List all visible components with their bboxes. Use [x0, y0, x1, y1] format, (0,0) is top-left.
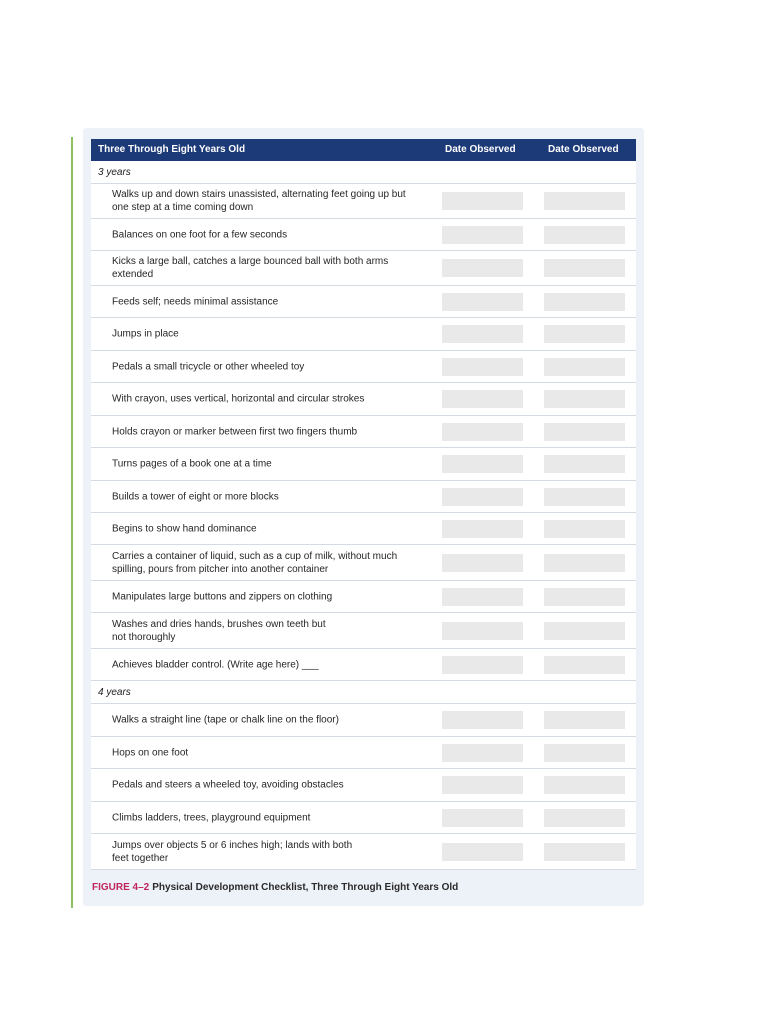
- caption-text: Physical Development Checklist, Three Through Eight Years Old: [152, 882, 459, 893]
- checklist-item-text: Hops on one foot: [112, 747, 189, 758]
- date-observed-field-2[interactable]: [544, 520, 625, 538]
- date-observed-field-1[interactable]: [442, 325, 523, 343]
- date-observed-field-2[interactable]: [544, 358, 625, 376]
- checklist-item-text: Walks a straight line (tape or chalk line on the floor): [112, 714, 339, 726]
- figure-caption: [92, 882, 458, 893]
- checklist-row: [91, 613, 636, 649]
- date-observed-field-1[interactable]: [442, 776, 523, 794]
- checklist-row: [91, 704, 636, 737]
- checklist-row: [91, 251, 636, 286]
- table-header: [91, 139, 636, 161]
- margin-rule: [71, 137, 73, 908]
- date-observed-field-2[interactable]: [544, 488, 625, 506]
- checklist-row: [91, 383, 636, 416]
- date-observed-field-2[interactable]: [544, 390, 625, 408]
- checklist-item-text: Feeds self; needs minimal assistance: [112, 296, 279, 307]
- date-observed-field-2[interactable]: [544, 588, 625, 606]
- date-observed-field-2[interactable]: [544, 711, 625, 729]
- checklist-item-text: Manipulates large buttons and zippers on clothing: [112, 591, 333, 602]
- checklist-row: [91, 545, 636, 581]
- checklist-item-text: With crayon, uses vertical, horizontal and circular strokes: [112, 393, 365, 405]
- checklist-row: [91, 834, 636, 870]
- header-activity: Three Through Eight Years Old: [98, 144, 246, 155]
- section-row: [91, 681, 636, 704]
- checklist-item-text: Begins to show hand dominance: [112, 523, 257, 534]
- checklist-row: [91, 481, 636, 513]
- checklist-row: [91, 351, 636, 383]
- date-observed-field-1[interactable]: [442, 226, 523, 244]
- checklist-item-text: Achieves bladder control. (Write age here) ___: [112, 659, 319, 670]
- date-observed-field-1[interactable]: [442, 622, 523, 640]
- date-observed-field-2[interactable]: [544, 744, 625, 762]
- checklist-item-text: Kicks a large ball, catches a large bounced ball with both arms extended: [112, 256, 389, 280]
- checklist-row: [91, 416, 636, 448]
- date-observed-field-2[interactable]: [544, 622, 625, 640]
- section-row: [91, 161, 636, 184]
- checklist-row: [91, 769, 636, 802]
- date-observed-field-1[interactable]: [442, 423, 523, 441]
- checklist-item-text: Jumps in place: [112, 328, 179, 340]
- date-observed-field-2[interactable]: [544, 423, 625, 441]
- date-observed-field-2[interactable]: [544, 259, 625, 277]
- checklist-row: [91, 448, 636, 481]
- checklist-row: [91, 286, 636, 318]
- checklist-item-text: Walks up and down stairs unassisted, alternating feet going up but one step at a time coming down: [112, 189, 406, 213]
- header-date-observed-1: Date Observed: [445, 144, 516, 155]
- checklist-item-text: Holds crayon or marker between first two fingers thumb: [112, 426, 358, 437]
- date-observed-field-1[interactable]: [442, 455, 523, 473]
- date-observed-field-1[interactable]: [442, 390, 523, 408]
- checklist-item-text: Pedals and steers a wheeled toy, avoiding obstacles: [112, 779, 344, 791]
- date-observed-field-2[interactable]: [544, 554, 625, 572]
- checklist-row: [91, 219, 636, 251]
- checklist-row: [91, 318, 636, 351]
- checklist-row: [91, 737, 636, 769]
- date-observed-field-1[interactable]: [442, 588, 523, 606]
- checklist-item-text: Climbs ladders, trees, playground equipment: [112, 812, 311, 823]
- date-observed-field-2[interactable]: [544, 325, 625, 343]
- checklist-item-text: Balances on one foot for a few seconds: [112, 229, 288, 240]
- checklist-row: [91, 649, 636, 681]
- date-observed-field-1[interactable]: [442, 809, 523, 827]
- header-date-observed-2: Date Observed: [548, 144, 619, 155]
- date-observed-field-2[interactable]: [544, 293, 625, 311]
- date-observed-field-1[interactable]: [442, 293, 523, 311]
- date-observed-field-2[interactable]: [544, 192, 625, 210]
- checklist-item-text: Builds a tower of eight or more blocks: [112, 491, 279, 502]
- checklist-row: [91, 581, 636, 613]
- checklist-row: [91, 184, 636, 219]
- section-title: 3 years: [98, 167, 131, 178]
- date-observed-field-1[interactable]: [442, 843, 523, 861]
- date-observed-field-2[interactable]: [544, 226, 625, 244]
- date-observed-field-2[interactable]: [544, 656, 625, 674]
- checklist-item-text: Washes and dries hands, brushes own teeth but not thoroughly: [112, 618, 326, 643]
- date-observed-field-1[interactable]: [442, 711, 523, 729]
- date-observed-field-1[interactable]: [442, 488, 523, 506]
- checklist-table: [91, 139, 636, 870]
- section-title: 4 years: [98, 687, 131, 698]
- date-observed-field-1[interactable]: [442, 358, 523, 376]
- date-observed-field-2[interactable]: [544, 809, 625, 827]
- caption-label: FIGURE 4–2: [92, 882, 150, 893]
- checklist-item-text: Carries a container of liquid, such as a cup of milk, without much spilling, pours from pitcher into another container: [112, 550, 398, 575]
- checklist-item-text: Jumps over objects 5 or 6 inches high; lands with both feet together: [112, 839, 353, 864]
- date-observed-field-1[interactable]: [442, 744, 523, 762]
- date-observed-field-1[interactable]: [442, 554, 523, 572]
- checklist-row: [91, 513, 636, 545]
- table-body: [91, 161, 636, 870]
- date-observed-field-2[interactable]: [544, 776, 625, 794]
- date-observed-field-2[interactable]: [544, 843, 625, 861]
- date-observed-field-1[interactable]: [442, 656, 523, 674]
- checklist-row: [91, 802, 636, 834]
- date-observed-field-1[interactable]: [442, 192, 523, 210]
- date-observed-field-2[interactable]: [544, 455, 625, 473]
- checklist-item-text: Pedals a small tricycle or other wheeled toy: [112, 361, 305, 372]
- date-observed-field-1[interactable]: [442, 520, 523, 538]
- date-observed-field-1[interactable]: [442, 259, 523, 277]
- checklist-item-text: Turns pages of a book one at a time: [112, 458, 272, 470]
